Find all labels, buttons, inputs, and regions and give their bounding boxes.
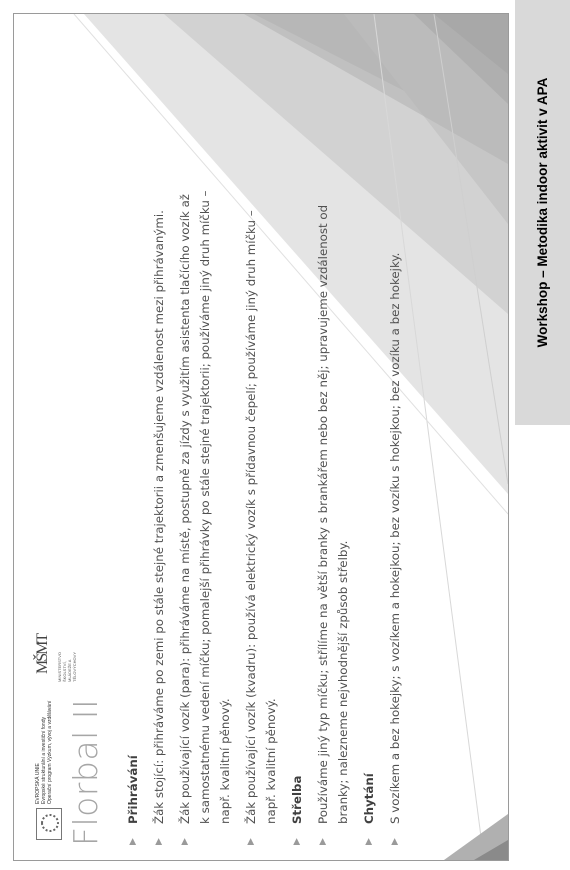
bullet-list [123,186,411,846]
bullet-heading: ▶ Střelba [287,186,307,846]
bullet-item: ▶ S vozíkem a bez hokejky; s vozíkem a hokejkou; bez vozíku s hokejkou; bez vozíku a bez hokejky. [385,186,405,846]
ministry-logo-text: MINISTERSTVO ŠKOLSTVÍ, MLÁDEŽE A TĚLOVÝCHOVY [57,651,77,682]
bullet-arrow-icon: ▶ [292,838,302,845]
bullet-heading: ▶ Chytání [359,186,379,846]
ministry-logo: MŠMT [34,634,51,674]
slide-title: Florbal II [66,698,105,846]
bullet-arrow-icon: ▶ [246,838,256,845]
bullet-arrow-icon: ▶ [318,838,328,845]
bullet-arrow-icon: ▶ [128,838,138,845]
bullet-arrow-icon: ▶ [154,838,164,845]
workshop-sidebar [515,0,570,425]
bullet-arrow-icon: ▶ [390,838,400,845]
bullet-arrow-icon: ▶ [180,838,190,845]
workshop-title: Workshop – Metodika indoor aktivit v APA [535,77,550,348]
bullet-item: ▶ Používáme jiný typ míčku; střílíme na větší branky s brankářem nebo bez něj; upravujeme vzdálenost od branky; nalezneme nejvhodnější způsob střelby. [313,186,353,846]
bullet-item: ▶ Žák stojící: přihráváme po zemi po stále stejné trajektorii a zmenšujeme vzdálenost mezi přihrávanými. [149,186,169,846]
eu-logo-text: EVROPSKÁ UNIE Evropské strukturální a investiční fondy Operační program Výzkum, vývoj a vzdělávání [35,700,53,804]
eu-flag-logo [36,808,62,840]
bullet-arrow-icon: ▶ [364,838,374,845]
bullet-item: ▶ Žák používající vozík (kvadru): používá elektrický vozík s přídavnou čepelí; používáme jiný druh míčku – např. kvalitní pěnový. [241,186,281,846]
slide-content [14,14,508,860]
bullet-heading: ▶ Přihrávání [123,186,143,846]
slide [13,13,509,861]
bullet-item: ▶ Žák používající vozík (para): přihráváme na místě, postupně za jízdy s využitím asistenta tlačícího vozík až k samostatnému vedení míčku; pomalejší přihrávky po stále stejné trajektorii; používáme jiný druh míčku – např. kvalitní pěnový. [175,186,235,846]
